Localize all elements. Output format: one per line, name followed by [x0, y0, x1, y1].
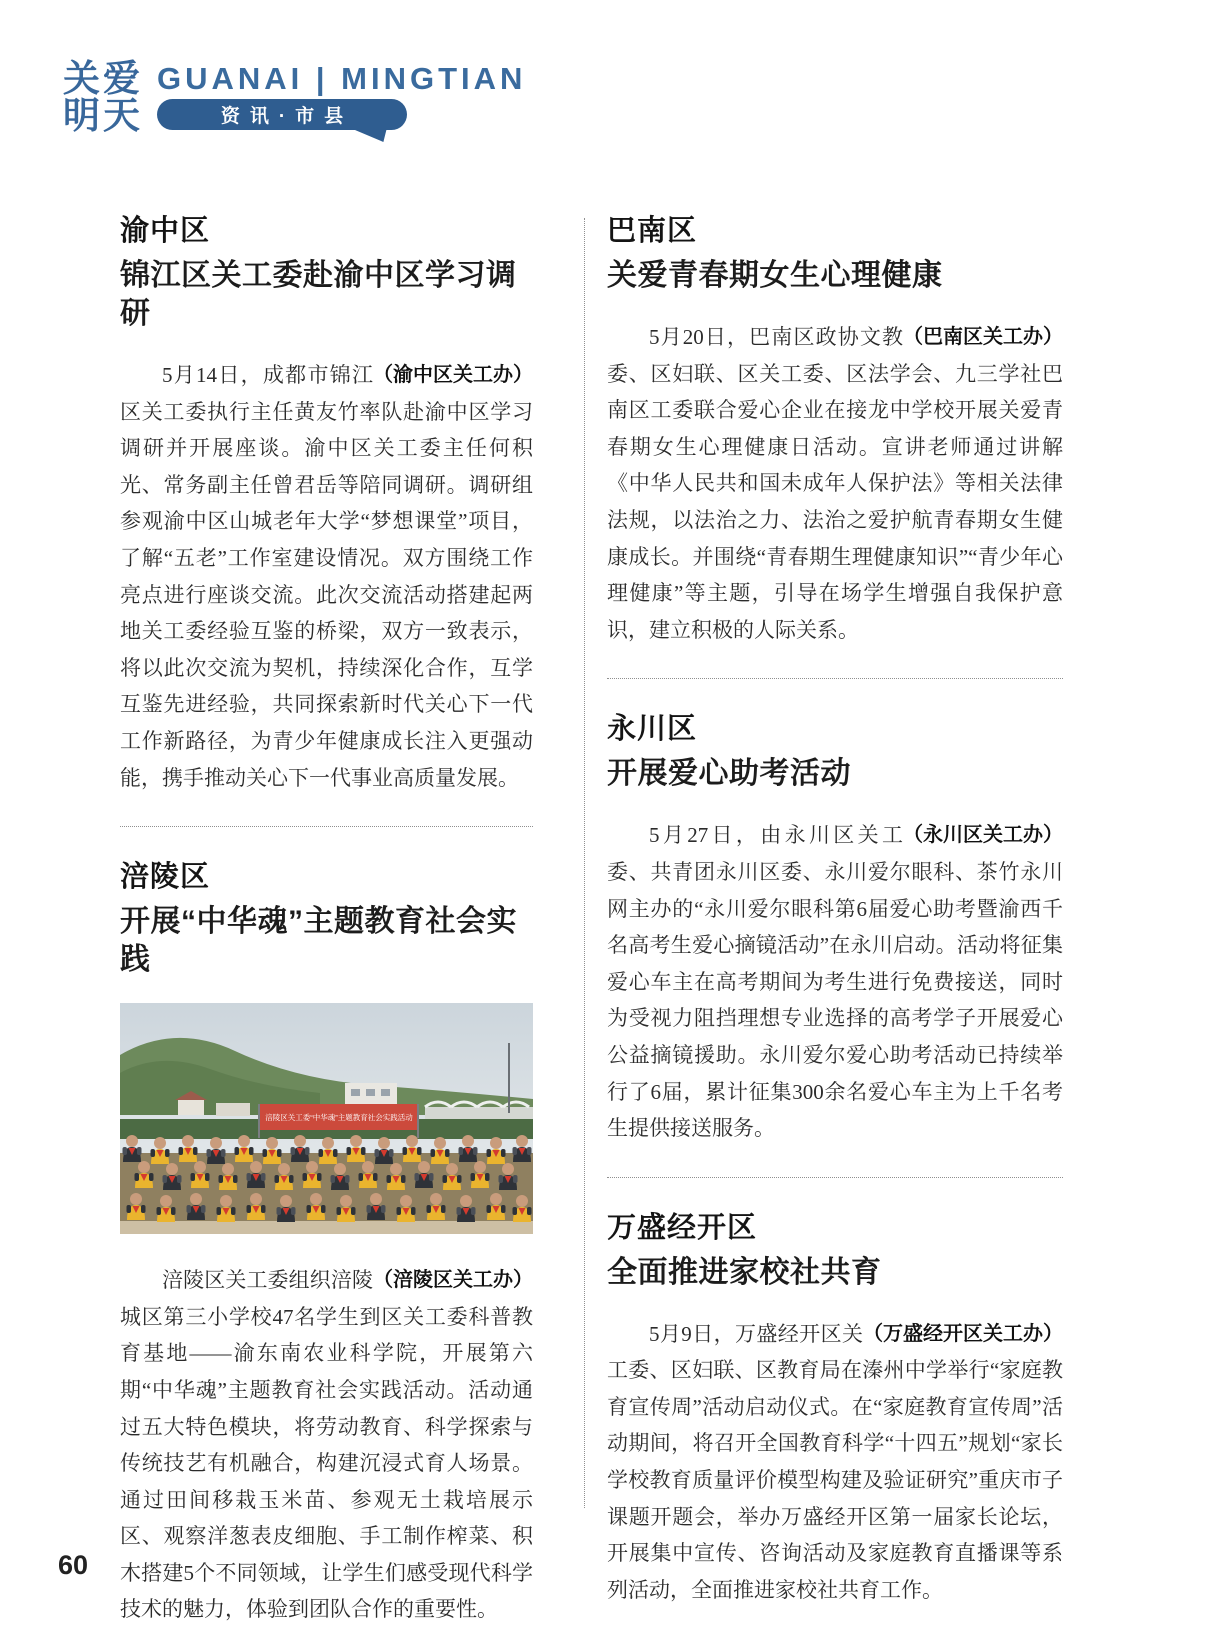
article-yongchuan [607, 711, 1063, 1146]
article-body-text: 5月14日，成都市锦江区关工委执行主任黄友竹率队赴渝中区学习调研并开展座谈。渝中区关工委主任何积光、常务副主任曾君岳等陪同调研。调研组参观渝中区山城老年大学“梦想课堂”项目，了解“五老”工作室建设情况。双方围绕工作亮点进行座谈交流。此次交流活动搭建起两地关工委经验互鉴的桥梁，双方一致表示，将以此次交流为契机，持续深化合作，互学互鉴先进经验，共同探索新时代关心下一代工作新路径，为青少年健康成长注入更强动能，携手推动关心下一代事业高质量发展。 [120, 363, 533, 790]
article-kicker: 巴南区 [607, 215, 698, 247]
article-title: 全面推进家校社共育 [607, 1255, 882, 1289]
masthead [63, 60, 526, 134]
article-body-text: 5月27日，由永川区关工委、共青团永川区委、永川爱尔眼科、茶竹永川网主办的“永川爱尔眼科第6届爱心助考暨渝西千名高考生爱心摘镜活动”在永川启动。活动将征集爱心车主在高考期间为考生进行免费接送，同时为受视力阻挡理想专业选择的高考学子开展爱心公益摘镜援助。永川爱尔爱心助考活动已持续举行了6届，累计征集300余名爱心车主为上千名考生提供接送服务。 [607, 823, 1063, 1141]
article-divider [607, 1177, 1063, 1178]
article-body [607, 1316, 1063, 1609]
article-fuling [120, 859, 533, 1628]
article-byline: （永川区关工办） [903, 824, 1063, 847]
right-column [607, 213, 1063, 1630]
article-wansheng [607, 1210, 1063, 1609]
logo-guanai-mingtian [63, 60, 143, 134]
article-body-text: 涪陵区关工委组织涪陵城区第三小学校47名学生到区关工委科普教育基地——渝东南农业科学院，开展第六期“中华魂”主题教育社会实践活动。活动通过五大特色模块，将劳动教育、科学探索与传统技艺有机融合，构建沉浸式育人场景。通过田间移栽玉米苗、参观无土栽培展示区、观察洋葱表皮细胞、手工制作榨菜、积木搭建5个不同领域，让学生们感受现代科学技术的魅力，体验到团队合作的重要性。 [120, 1268, 533, 1622]
left-column [120, 213, 533, 1638]
article-byline: （渝中区关工办） [373, 364, 533, 386]
article-kicker: 涪陵区 [120, 861, 211, 894]
article-kicker: 渝中区 [120, 215, 211, 247]
photo-banner-text: 涪陵区关工委“中华魂”主题教育社会实践活动 [265, 1113, 413, 1123]
photo-house [178, 1099, 204, 1115]
logo-line2: 明天 [63, 95, 143, 136]
article-title: 锦江区关工委赴渝中区学习调研 [120, 259, 517, 330]
article-title: 开展“中华魂”主题教育社会实践 [120, 905, 517, 977]
article-title: 开展爱心助考活动 [607, 757, 851, 791]
logo-line1: 关爱 [63, 58, 143, 99]
article-body [607, 319, 1063, 648]
article-divider [120, 826, 533, 827]
section-badge-label: 资讯·市县 [220, 106, 354, 127]
article-body [120, 1262, 533, 1628]
article-kicker: 万盛经开区 [607, 1211, 758, 1244]
article-body-text: 5月9日，万盛经开区关工委、区妇联、区教育局在溱州中学举行“家庭教育宣传周”活动启动仪式。在“家庭教育宣传周”活动期间，将召开全国教育科学“十四五”规划“家长学校教育质量评价模型构建及验证研究”重庆市子课题开题会，举办万盛经开区第一届家长论坛，开展集中宣传、咨询活动及家庭教育直播课等系列活动，全面推进家校社共育工作。 [607, 1321, 1063, 1602]
article-photo [120, 1003, 533, 1234]
article-body [120, 357, 533, 796]
article-banan [607, 213, 1063, 648]
article-yuzhong [120, 213, 533, 796]
page-number: 60 [58, 1550, 89, 1580]
article-byline: （万盛经开区关工办） [863, 1322, 1063, 1345]
photo-house [216, 1103, 250, 1116]
article-byline: （涪陵区关工办） [373, 1269, 533, 1292]
photo-path [120, 1221, 533, 1234]
article-title: 关爱青春期女生心理健康 [607, 259, 943, 292]
article-body [607, 817, 1063, 1146]
brand-block [157, 60, 526, 130]
article-body-text: 5月20日，巴南区政协文教委、区妇联、区关工委、区法学会、九三学社巴南区工委联合爱心企业在接龙中学校开展关爱青春期女生心理健康日活动。宣讲老师通过讲解《中华人民共和国未成年人保护法》等相关法律法规，以法治之力、法治之爱护航青春期女生健康成长。并围绕“青春期生理健康知识”“青少年心理健康”等主题，引导在场学生增强自我保护意识，建立积极的人际关系。 [607, 325, 1063, 642]
brand-wordmark: GUANAI | MINGTIAN [157, 61, 527, 96]
article-divider [607, 678, 1063, 679]
article-kicker: 永川区 [607, 713, 698, 746]
column-divider [584, 218, 585, 1508]
section-badge [157, 99, 407, 130]
photo-crowd-back-row [123, 1135, 532, 1164]
badge-tail-shape [349, 129, 386, 142]
photo-pole [508, 1043, 510, 1113]
article-byline: （巴南区关工办） [903, 326, 1063, 348]
